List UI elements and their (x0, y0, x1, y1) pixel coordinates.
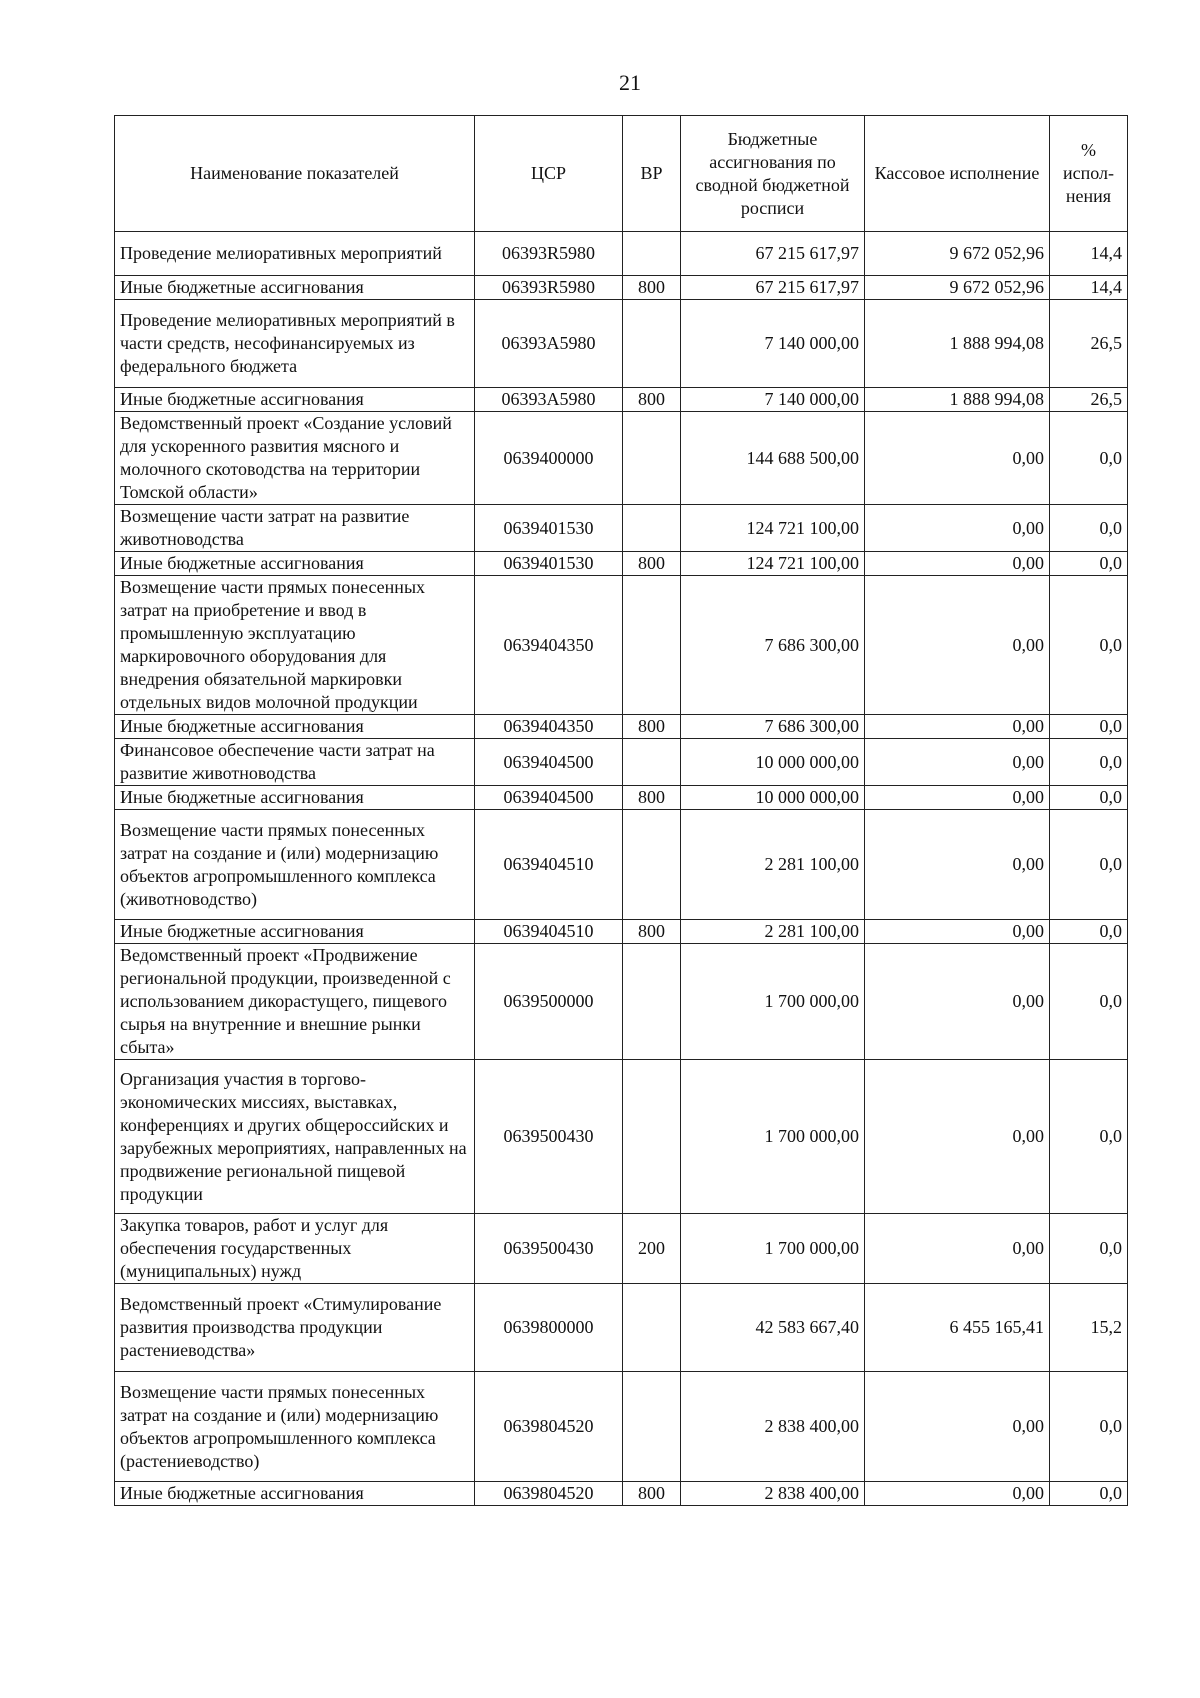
cell-percent: 0,0 (1050, 739, 1128, 786)
cell-percent: 14,4 (1050, 276, 1128, 300)
cell-percent: 0,0 (1050, 412, 1128, 505)
cell-name: Ведомственный проект «Продвижение региональной продукции, произведенной с использованием дикорастущего, пищевого сырья на внутренние и внешние рынки сбыта» (115, 944, 475, 1060)
cell-allocation: 7 686 300,00 (681, 715, 865, 739)
cell-execution: 1 888 994,08 (865, 388, 1050, 412)
header-vr: ВР (623, 116, 681, 232)
cell-csr: 06393R5980 (475, 276, 623, 300)
cell-vr: 800 (623, 786, 681, 810)
header-name: Наименование показателей (115, 116, 475, 232)
cell-execution: 0,00 (865, 810, 1050, 920)
cell-csr: 0639804520 (475, 1482, 623, 1506)
cell-execution: 9 672 052,96 (865, 232, 1050, 276)
table-row (115, 739, 1128, 786)
table-row (115, 715, 1128, 739)
table-row (115, 232, 1128, 276)
cell-vr (623, 576, 681, 715)
table-row (115, 388, 1128, 412)
cell-allocation: 1 700 000,00 (681, 1214, 865, 1284)
cell-percent: 0,0 (1050, 505, 1128, 552)
cell-vr: 200 (623, 1214, 681, 1284)
cell-name: Иные бюджетные ассигнования (115, 1482, 475, 1506)
cell-name: Возмещение части прямых понесенных затрат на создание и (или) модернизацию объектов агропромышленного комплекса (растениеводство) (115, 1372, 475, 1482)
header-csr: ЦСР (475, 116, 623, 232)
cell-percent: 0,0 (1050, 810, 1128, 920)
table-row (115, 1284, 1128, 1372)
table-row (115, 412, 1128, 505)
page-number: 21 (619, 70, 641, 95)
cell-csr: 06393A5980 (475, 300, 623, 388)
cell-csr: 0639401530 (475, 552, 623, 576)
cell-allocation: 7 140 000,00 (681, 388, 865, 412)
cell-allocation: 67 215 617,97 (681, 276, 865, 300)
cell-percent: 0,0 (1050, 1060, 1128, 1214)
cell-name: Иные бюджетные ассигнования (115, 786, 475, 810)
cell-name: Проведение мелиоративных мероприятий (115, 232, 475, 276)
cell-name: Возмещение части прямых понесенных затрат на создание и (или) модернизацию объектов агропромышленного комплекса (животноводство) (115, 810, 475, 920)
table-row (115, 576, 1128, 715)
cell-vr (623, 739, 681, 786)
cell-csr: 0639404510 (475, 920, 623, 944)
table-row (115, 300, 1128, 388)
cell-vr: 800 (623, 715, 681, 739)
cell-csr: 06393R5980 (475, 232, 623, 276)
cell-name: Проведение мелиоративных мероприятий в части средств, несофинансируемых из федерального бюджета (115, 300, 475, 388)
cell-allocation: 2 281 100,00 (681, 810, 865, 920)
cell-csr: 0639500430 (475, 1060, 623, 1214)
cell-csr: 0639400000 (475, 412, 623, 505)
cell-name: Закупка товаров, работ и услуг для обеспечения государственных (муниципальных) нужд (115, 1214, 475, 1284)
cell-name: Иные бюджетные ассигнования (115, 388, 475, 412)
cell-execution: 0,00 (865, 1372, 1050, 1482)
table-header (115, 116, 1128, 232)
cell-percent: 0,0 (1050, 715, 1128, 739)
cell-vr (623, 505, 681, 552)
cell-allocation: 124 721 100,00 (681, 552, 865, 576)
cell-vr (623, 810, 681, 920)
cell-allocation: 2 281 100,00 (681, 920, 865, 944)
cell-vr (623, 944, 681, 1060)
cell-percent: 0,0 (1050, 944, 1128, 1060)
cell-allocation: 7 686 300,00 (681, 576, 865, 715)
cell-name: Иные бюджетные ассигнования (115, 715, 475, 739)
cell-vr (623, 1372, 681, 1482)
cell-execution: 0,00 (865, 1214, 1050, 1284)
cell-allocation: 124 721 100,00 (681, 505, 865, 552)
cell-csr: 0639404500 (475, 739, 623, 786)
cell-percent: 26,5 (1050, 388, 1128, 412)
header-percent: % испол-нения (1050, 116, 1128, 232)
cell-vr (623, 232, 681, 276)
cell-allocation: 1 700 000,00 (681, 944, 865, 1060)
table-row (115, 1372, 1128, 1482)
cell-execution: 0,00 (865, 786, 1050, 810)
cell-execution: 0,00 (865, 1060, 1050, 1214)
cell-csr: 0639404350 (475, 576, 623, 715)
cell-percent: 0,0 (1050, 1372, 1128, 1482)
cell-name: Иные бюджетные ассигнования (115, 276, 475, 300)
cell-execution: 0,00 (865, 505, 1050, 552)
table-row (115, 786, 1128, 810)
cell-percent: 0,0 (1050, 552, 1128, 576)
cell-vr: 800 (623, 388, 681, 412)
cell-name: Иные бюджетные ассигнования (115, 920, 475, 944)
cell-allocation: 2 838 400,00 (681, 1372, 865, 1482)
cell-allocation: 2 838 400,00 (681, 1482, 865, 1506)
cell-execution: 9 672 052,96 (865, 276, 1050, 300)
cell-percent: 0,0 (1050, 786, 1128, 810)
cell-csr: 0639404350 (475, 715, 623, 739)
cell-execution: 0,00 (865, 715, 1050, 739)
cell-allocation: 144 688 500,00 (681, 412, 865, 505)
cell-csr: 0639804520 (475, 1372, 623, 1482)
cell-vr (623, 412, 681, 505)
table-row (115, 1214, 1128, 1284)
cell-name: Организация участия в торгово-экономических миссиях, выставках, конференциях и других общероссийских и зарубежных мероприятиях, направленных на продвижение региональной пищевой продукции (115, 1060, 475, 1214)
cell-vr (623, 1060, 681, 1214)
cell-execution: 0,00 (865, 944, 1050, 1060)
cell-percent: 0,0 (1050, 1214, 1128, 1284)
table-row (115, 1482, 1128, 1506)
cell-vr: 800 (623, 552, 681, 576)
cell-allocation: 42 583 667,40 (681, 1284, 865, 1372)
cell-name: Иные бюджетные ассигнования (115, 552, 475, 576)
cell-execution: 0,00 (865, 576, 1050, 715)
cell-percent: 0,0 (1050, 576, 1128, 715)
cell-percent: 0,0 (1050, 920, 1128, 944)
table-row (115, 276, 1128, 300)
table-row (115, 505, 1128, 552)
table-row (115, 1060, 1128, 1214)
cell-allocation: 10 000 000,00 (681, 739, 865, 786)
cell-allocation: 67 215 617,97 (681, 232, 865, 276)
budget-execution-table (114, 115, 1128, 1506)
cell-percent: 0,0 (1050, 1482, 1128, 1506)
cell-vr: 800 (623, 920, 681, 944)
cell-csr: 0639500430 (475, 1214, 623, 1284)
cell-name: Возмещение части затрат на развитие животноводства (115, 505, 475, 552)
cell-execution: 0,00 (865, 920, 1050, 944)
cell-name: Ведомственный проект «Стимулирование развития производства продукции растениеводства» (115, 1284, 475, 1372)
cell-execution: 0,00 (865, 1482, 1050, 1506)
header-execution: Кассовое исполнение (865, 116, 1050, 232)
cell-allocation: 7 140 000,00 (681, 300, 865, 388)
cell-execution: 0,00 (865, 739, 1050, 786)
cell-vr (623, 1284, 681, 1372)
table-body (115, 232, 1128, 1506)
cell-execution: 0,00 (865, 552, 1050, 576)
header-allocation: Бюджетные ассигнования по сводной бюджетной росписи (681, 116, 865, 232)
cell-percent: 15,2 (1050, 1284, 1128, 1372)
cell-execution: 6 455 165,41 (865, 1284, 1050, 1372)
cell-csr: 0639404500 (475, 786, 623, 810)
cell-allocation: 10 000 000,00 (681, 786, 865, 810)
table-row (115, 944, 1128, 1060)
cell-vr: 800 (623, 276, 681, 300)
cell-vr: 800 (623, 1482, 681, 1506)
cell-name: Ведомственный проект «Создание условий для ускоренного развития мясного и молочного скотоводства на территории Томской области» (115, 412, 475, 505)
cell-allocation: 1 700 000,00 (681, 1060, 865, 1214)
table-row (115, 810, 1128, 920)
cell-percent: 26,5 (1050, 300, 1128, 388)
cell-execution: 1 888 994,08 (865, 300, 1050, 388)
header-row (115, 116, 1128, 232)
table-row (115, 552, 1128, 576)
cell-csr: 0639401530 (475, 505, 623, 552)
cell-vr (623, 300, 681, 388)
cell-name: Финансовое обеспечение части затрат на развитие животноводства (115, 739, 475, 786)
cell-csr: 0639404510 (475, 810, 623, 920)
cell-csr: 0639500000 (475, 944, 623, 1060)
cell-csr: 06393A5980 (475, 388, 623, 412)
table-row (115, 920, 1128, 944)
cell-execution: 0,00 (865, 412, 1050, 505)
cell-percent: 14,4 (1050, 232, 1128, 276)
cell-name: Возмещение части прямых понесенных затрат на приобретение и ввод в промышленную эксплуатацию маркировочного оборудования для внедрения обязательной маркировки отдельных видов молочной продукции (115, 576, 475, 715)
cell-csr: 0639800000 (475, 1284, 623, 1372)
